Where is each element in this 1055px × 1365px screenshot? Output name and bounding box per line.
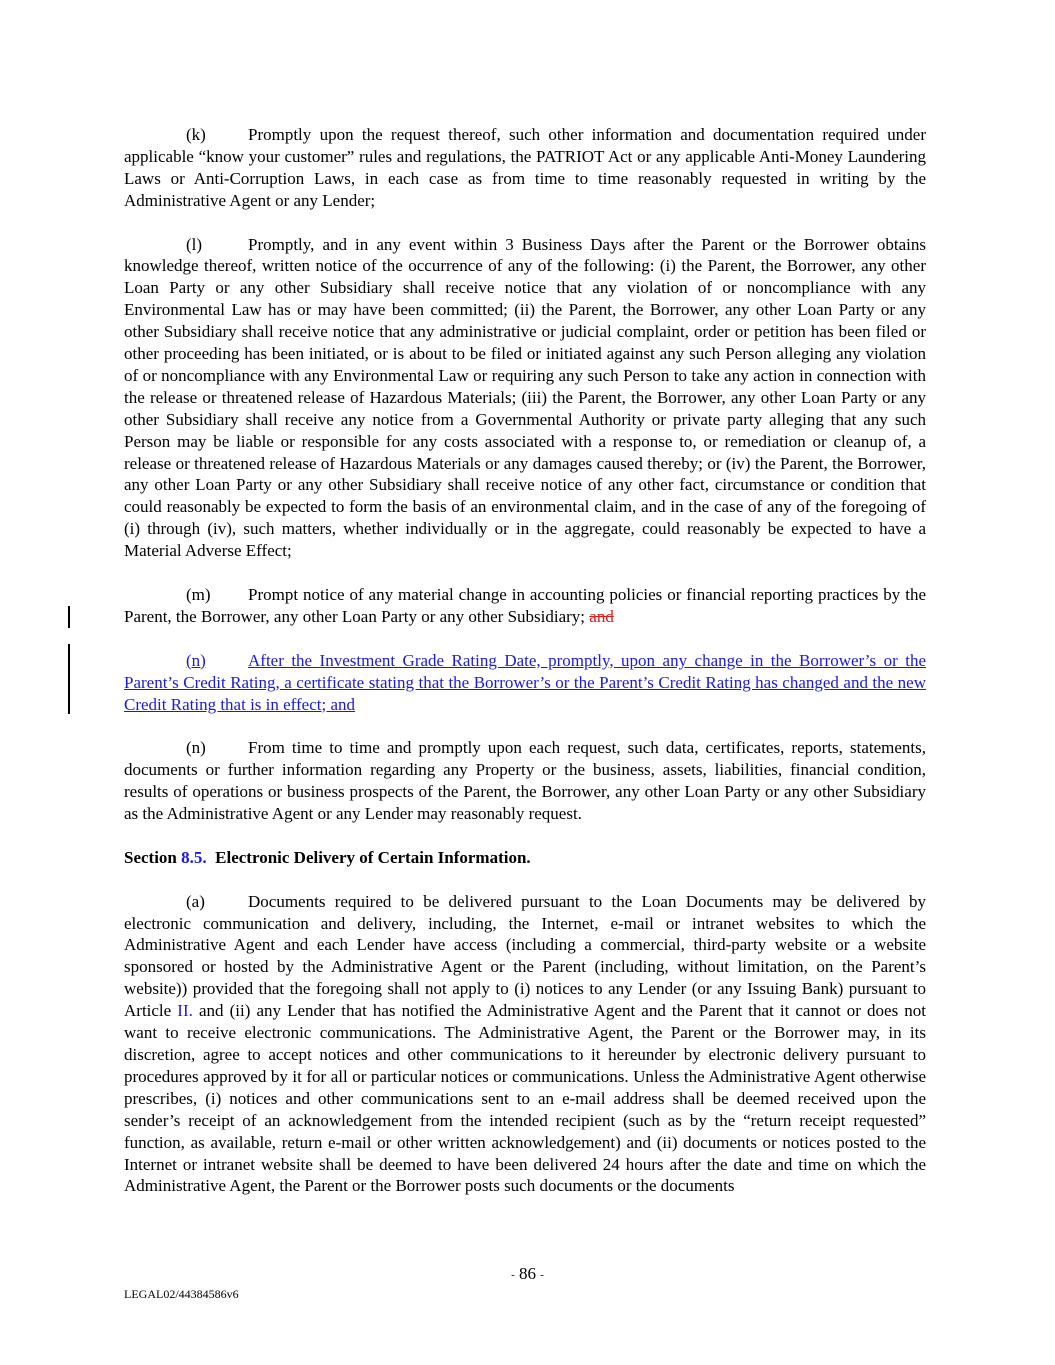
page-number <box>0 1264 1055 1284</box>
section-prefix: Section <box>124 847 177 867</box>
section-heading <box>124 847 926 869</box>
change-bar <box>68 644 70 714</box>
article-reference-link[interactable]: II. <box>177 1001 193 1021</box>
document-id: LEGAL02/44384586v6 <box>124 1287 239 1301</box>
paragraph-l <box>124 234 926 563</box>
paragraph-label: (a) <box>186 891 205 911</box>
page-dash: - <box>540 1269 544 1282</box>
paragraph-k <box>124 124 926 212</box>
paragraph-text: Promptly upon the request thereof, such other information and documentation required under applicable “know your customer” rules and regulations, the PATRIOT Act or any applicable Anti-Money Laundering Laws or Anti-Corruption Laws, in each case as from time to time reasonably requested in writing by the Administrative Agent or any Lender; <box>124 125 926 210</box>
page-number-value: 86 <box>519 1264 536 1283</box>
section-number: 8.5. <box>181 847 207 867</box>
paragraph-section-a <box>124 891 926 1198</box>
paragraph-m <box>124 584 926 628</box>
paragraph-label: (k) <box>186 125 206 144</box>
paragraph-text: From time to time and promptly upon each request, such data, certificates, reports, statements, documents or further information regarding any Property or the business, assets, liabilities, financial condition, results of operations or business prospects of the Parent, the Borrower, any other Loan Party or any other Subsidiary as the Administrative Agent or any Lender may reasonably request. <box>124 738 926 824</box>
inserted-text: After the Investment Grade Rating Date, promptly, upon any change in the Borrower’s or the Parent’s Credit Rating, a certificate stating that the Borrower’s or the Parent’s Credit Rating has changed and the new Credit Rating that is in effect; and <box>124 650 926 714</box>
deleted-text: and <box>589 606 614 626</box>
paragraph-text: Promptly, and in any event within 3 Business Days after the Parent or the Borrower obtains knowledge thereof, written notice of the occurrence of any of the following: (i) the Parent, the Borrower, any other Loan Party or any other Subsidiary shall receive notice that any violation of or noncompliance with any Environmental Law has or may have been committed; (ii) the Parent, the Borrower, any other Loan Party or any other Subsidiary shall receive notice that any administrative or judicial complaint, order or petition has been filed or other proceeding has been initiated, or is about to be filed or initiated against any such Person alleging any violation of or noncompliance with any Environmental Law or requiring any such Person to take any action in connection with the release or threatened release of Hazardous Materials; (iii) the Parent, the Borrower, any other Loan Party or any other Subsidiary shall receive any notice from a Governmental Authority or private party alleging that any such Person may be liable or responsible for any costs associated with a response to, or remediation or cleanup of, a release or threatened release of Hazardous Materials or any damages caused thereby; or (iv) the Parent, the Borrower, any other Loan Party or any other Subsidiary shall receive notice of any other fact, circumstance or condition that could reasonably be expected to form the basis of an environmental claim, and in the case of any of the foregoing of (i) through (iv), such matters, whether individually or in the aggregate, could reasonably be expected to have a Material Adverse Effect; <box>124 234 926 561</box>
paragraph-label: (n) <box>186 738 206 758</box>
paragraph-label: (m) <box>186 585 211 604</box>
paragraph-n <box>124 737 926 825</box>
paragraph-n-inserted <box>124 650 926 716</box>
paragraph-text: Prompt notice of any material change in accounting policies or financial reporting practices by the Parent, the Borrower, any other Loan Party or any other Subsidiary; <box>124 585 926 626</box>
page-dash: - <box>511 1269 515 1282</box>
paragraph-label: (n) <box>186 650 206 670</box>
change-bar <box>68 606 70 628</box>
paragraph-text: and (ii) any Lender that has notified the Administrative Agent and the Parent that it cannot or does not want to receive electronic communications. The Administrative Agent, the Parent or the Borrower may, in its discretion, agree to accept notices and other communications to it hereunder by electronic delivery pursuant to procedures approved by it for all or particular notices or communications. Unless the Administrative Agent otherwise prescribes, (i) notices and other communications sent to an e-mail address shall be deemed received upon the sender’s receipt of an acknowledgement from the intended recipient (such as by the “return receipt requested” function, as available, return e-mail or other written acknowledgement) and (ii) documents or notices posted to the Internet or intranet website shall be deemed to have been delivered 24 hours after the date and time on which the Administrative Agent, the Parent or the Borrower posts such documents or the documents <box>124 1001 927 1196</box>
document-body <box>124 124 926 1219</box>
section-title: Electronic Delivery of Certain Information. <box>215 847 531 867</box>
paragraph-label: (l) <box>186 234 203 254</box>
paragraph-text: Documents required to be delivered pursuant to the Loan Documents may be delivered by electronic communication and delivery, including, the Internet, e-mail or intranet websites to which the Administrative Agent and each Lender have access (including a commercial, third-party website or a website sponsored or hosted by the Administrative Agent or the Parent (including, without limitation, on the Parent’s website)) provided that the foregoing shall not apply to (i) notices to any Lender (or any Issuing Bank) pursuant to Article <box>124 891 926 1021</box>
